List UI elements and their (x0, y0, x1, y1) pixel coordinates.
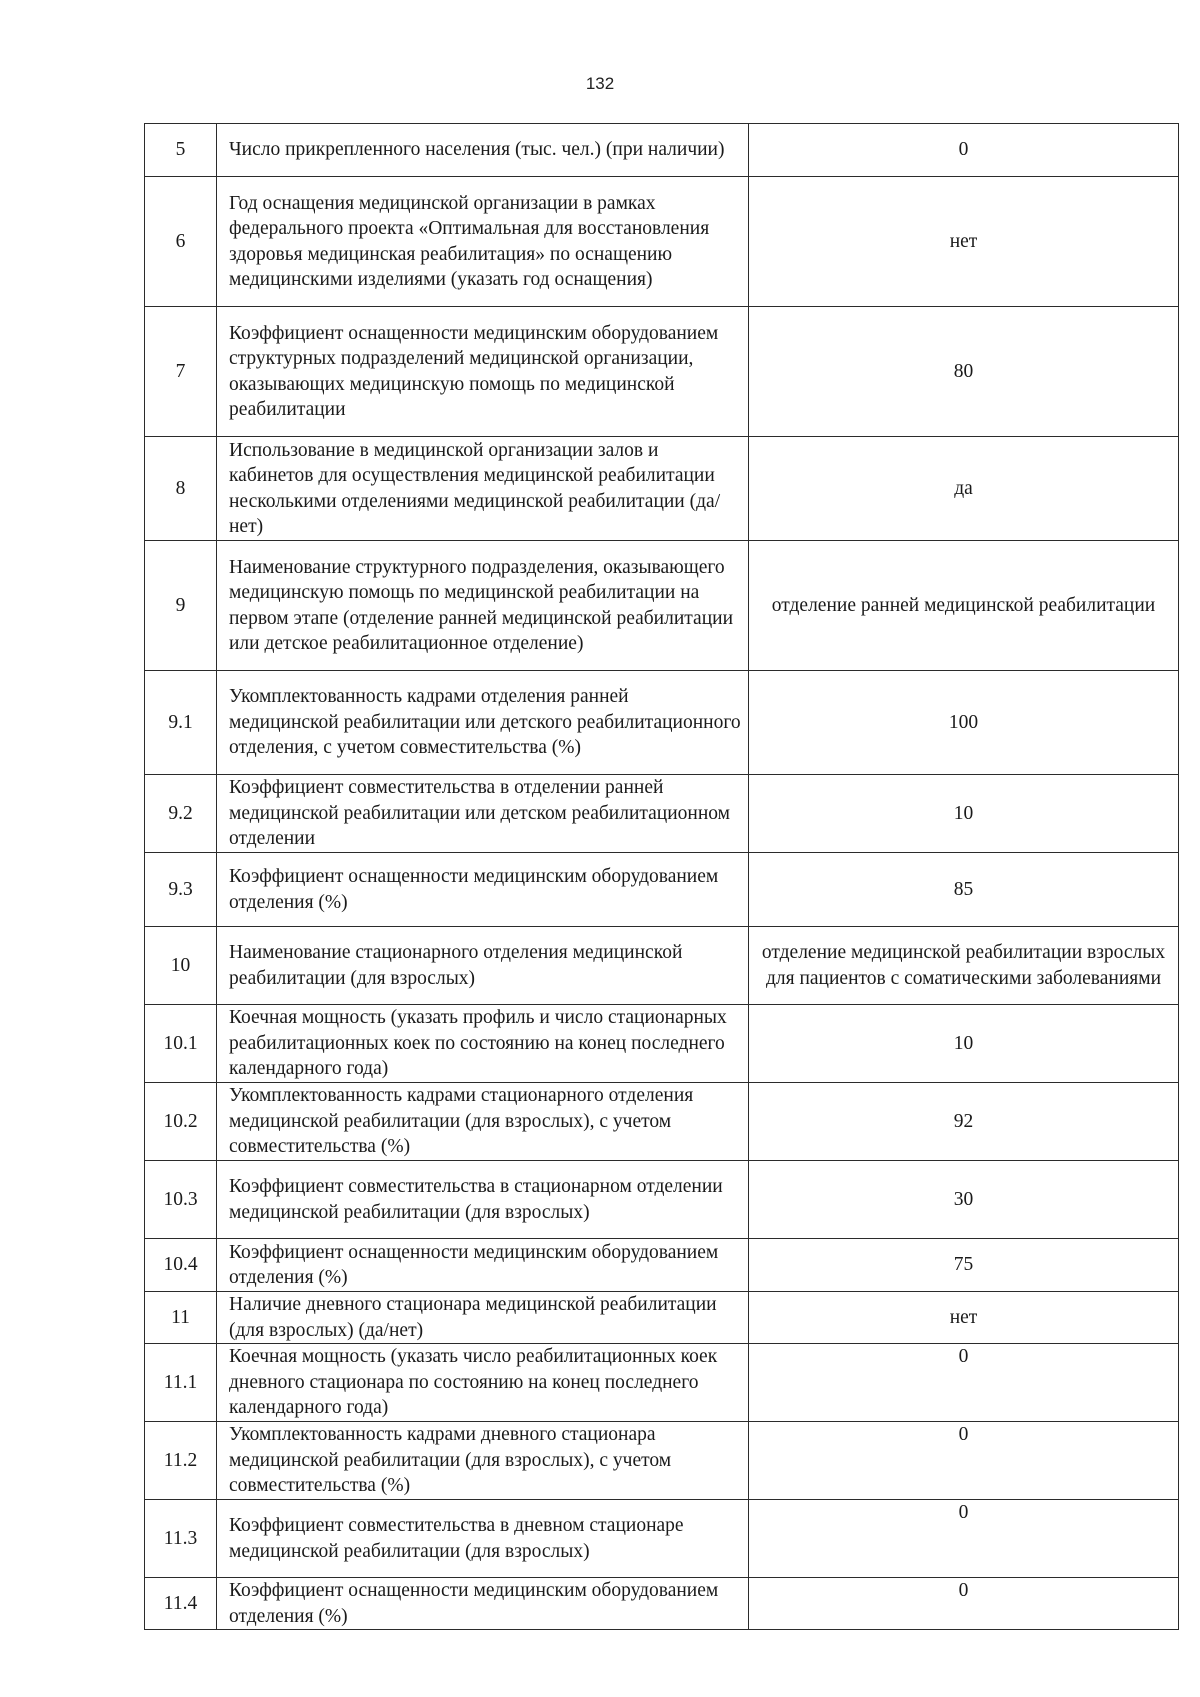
row-value: отделение медицинской реабилитации взрослых для пациентов с соматическими заболеваниями (749, 927, 1179, 1005)
table-row (145, 1161, 1179, 1239)
row-value: 0 (749, 1578, 1179, 1630)
row-description: Укомплектованность кадрами отделения ранней медицинской реабилитации или детского реабилитационного отделения, с учетом совместительства (%) (217, 671, 749, 775)
row-value: 0 (749, 1344, 1179, 1422)
row-description: Укомплектованность кадрами стационарного отделения медицинской реабилитации (для взрослых), с учетом совместительства (%) (217, 1083, 749, 1161)
table-row (145, 1005, 1179, 1083)
row-value: нет (749, 1292, 1179, 1344)
table-row (145, 671, 1179, 775)
row-description: Коечная мощность (указать профиль и число стационарных реабилитационных коек по состоянию на конец последнего календарного года) (217, 1005, 749, 1083)
row-value: 75 (749, 1239, 1179, 1292)
table-row (145, 124, 1179, 177)
table-row (145, 541, 1179, 671)
table-row (145, 775, 1179, 853)
row-number: 9 (145, 541, 217, 671)
row-description: Коэффициент совместительства в дневном стационаре медицинской реабилитации (для взрослых) (217, 1500, 749, 1578)
row-description: Укомплектованность кадрами дневного стационара медицинской реабилитации (для взрослых), с учетом совместительства (%) (217, 1422, 749, 1500)
row-value: 30 (749, 1161, 1179, 1239)
row-description: Коэффициент оснащенности медицинским оборудованием структурных подразделений медицинской организации, оказывающих медицинскую помощь по медицинской реабилитации (217, 307, 749, 437)
row-value: 0 (749, 124, 1179, 177)
row-number: 11 (145, 1292, 217, 1344)
table-row (145, 1292, 1179, 1344)
row-value: отделение ранней медицинской реабилитации (749, 541, 1179, 671)
row-description: Коечная мощность (указать число реабилитационных коек дневного стационара по состоянию на конец последнего календарного года) (217, 1344, 749, 1422)
table-row (145, 853, 1179, 927)
row-value: да (749, 437, 1179, 541)
table-row (145, 927, 1179, 1005)
row-value: 80 (749, 307, 1179, 437)
row-description: Коэффициент оснащенности медицинским оборудованием отделения (%) (217, 1578, 749, 1630)
row-number: 7 (145, 307, 217, 437)
table-row (145, 1344, 1179, 1422)
row-description: Год оснащения медицинской организации в рамках федерального проекта «Оптимальная для восстановления здоровья медицинская реабилитация» по оснащению медицинскими изделиями (указать год оснащения) (217, 177, 749, 307)
row-description: Коэффициент совместительства в стационарном отделении медицинской реабилитации (для взрослых) (217, 1161, 749, 1239)
table-row (145, 307, 1179, 437)
table-row (145, 177, 1179, 307)
table-row (145, 437, 1179, 541)
row-number: 11.3 (145, 1500, 217, 1578)
row-number: 10.3 (145, 1161, 217, 1239)
row-description: Использование в медицинской организации залов и кабинетов для осуществления медицинской реабилитации несколькими отделениями медицинской реабилитации (да/нет) (217, 437, 749, 541)
row-description: Наличие дневного стационара медицинской реабилитации (для взрослых) (да/нет) (217, 1292, 749, 1344)
row-description: Наименование стационарного отделения медицинской реабилитации (для взрослых) (217, 927, 749, 1005)
row-value: 10 (749, 1005, 1179, 1083)
table-row (145, 1239, 1179, 1292)
row-description: Число прикрепленного населения (тыс. чел.) (при наличии) (217, 124, 749, 177)
row-number: 6 (145, 177, 217, 307)
row-number: 5 (145, 124, 217, 177)
row-value: нет (749, 177, 1179, 307)
page-number: 132 (585, 74, 615, 93)
row-number: 11.4 (145, 1578, 217, 1630)
row-number: 9.3 (145, 853, 217, 927)
row-value: 0 (749, 1422, 1179, 1500)
table-row (145, 1083, 1179, 1161)
row-description: Коэффициент оснащенности медицинским оборудованием отделения (%) (217, 853, 749, 927)
row-value: 10 (749, 775, 1179, 853)
row-number: 11.1 (145, 1344, 217, 1422)
row-description: Наименование структурного подразделения, оказывающего медицинскую помощь по медицинской реабилитации на первом этапе (отделение ранней медицинской реабилитации или детское реабилитационное отделение) (217, 541, 749, 671)
row-number: 9.2 (145, 775, 217, 853)
row-description: Коэффициент оснащенности медицинским оборудованием отделения (%) (217, 1239, 749, 1292)
row-value: 85 (749, 853, 1179, 927)
row-number: 10.4 (145, 1239, 217, 1292)
row-number: 9.1 (145, 671, 217, 775)
table-row (145, 1500, 1179, 1578)
indicators-table (144, 123, 1179, 1630)
row-value: 100 (749, 671, 1179, 775)
table-row (145, 1578, 1179, 1630)
row-number: 10.1 (145, 1005, 217, 1083)
row-number: 10 (145, 927, 217, 1005)
row-value: 0 (749, 1500, 1179, 1578)
row-value: 92 (749, 1083, 1179, 1161)
row-number: 10.2 (145, 1083, 217, 1161)
row-number: 8 (145, 437, 217, 541)
row-number: 11.2 (145, 1422, 217, 1500)
table-row (145, 1422, 1179, 1500)
row-description: Коэффициент совместительства в отделении ранней медицинской реабилитации или детском реабилитационном отделении (217, 775, 749, 853)
